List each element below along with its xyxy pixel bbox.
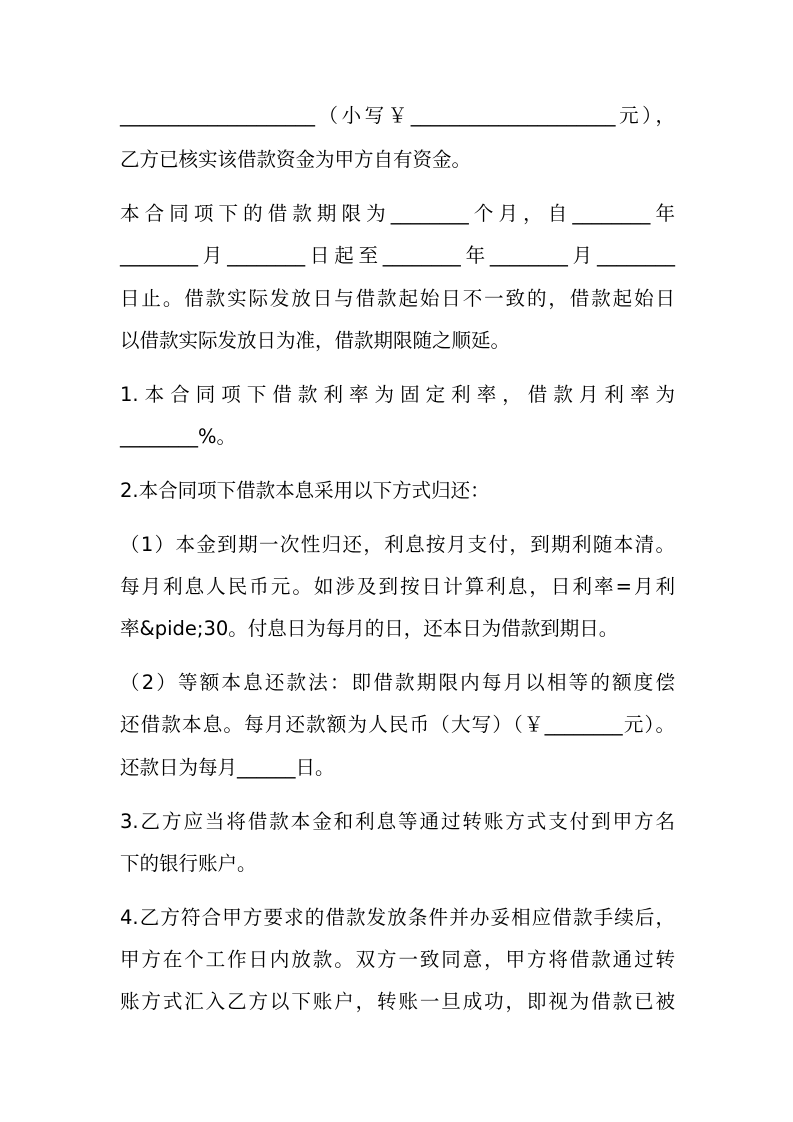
text-line-18: 4.乙方符合甲方要求的借款发放条件并办妥相应借款手续后， [120,906,675,929]
text-line-6: 以借款实际发放日为准，借款期限随之顺延。 [120,329,511,352]
text-line-8: ________%。 [120,425,237,448]
text-line-10: （1）本金到期一次性归还，利息按月支付，到期利随本清。 [120,533,675,556]
text-line-17: 下的银行账户。 [120,852,257,875]
text-line-5: 日止。借款实际发放日与借款起始日不一致的，借款起始日 [120,287,675,310]
text-line-19: 甲方在个工作日内放款。双方一致同意，甲方将借款通过转 [120,948,675,971]
text-line-16: 3.乙方应当将借款本金和利息等通过转账方式支付到甲方名 [120,810,675,833]
text-line-1: ____________________（小写￥_____________________元）， [120,104,675,127]
text-line-2: 乙方已核实该借款资金为甲方自有资金。 [120,148,472,171]
text-line-7: 1.本合同项下借款利率为固定利率，借款月利率为 [120,383,675,406]
text-line-12: 率&pide;30。付息日为每月的日，还本日为借款到期日。 [120,617,619,640]
text-line-9: 2.本合同项下借款本息采用以下方式归还： [120,479,490,502]
text-line-14: 还借款本息。每月还款额为人民币（大写）（￥________元）。 [120,713,675,736]
text-line-13: （2）等额本息还款法：即借款期限内每月以相等的额度偿 [120,671,675,694]
text-line-4: ________月________日起至________年________月________ [120,244,675,267]
text-line-11: 每月利息人民币元。如涉及到按日计算利息，日利率=月利 [120,575,675,598]
text-line-3: 本合同项下的借款期限为________个月，自________年 [120,202,675,225]
text-line-15: 还款日为每月______日。 [120,756,335,779]
text-line-20: 账方式汇入乙方以下账户，转账一旦成功，即视为借款已被 [120,990,675,1013]
